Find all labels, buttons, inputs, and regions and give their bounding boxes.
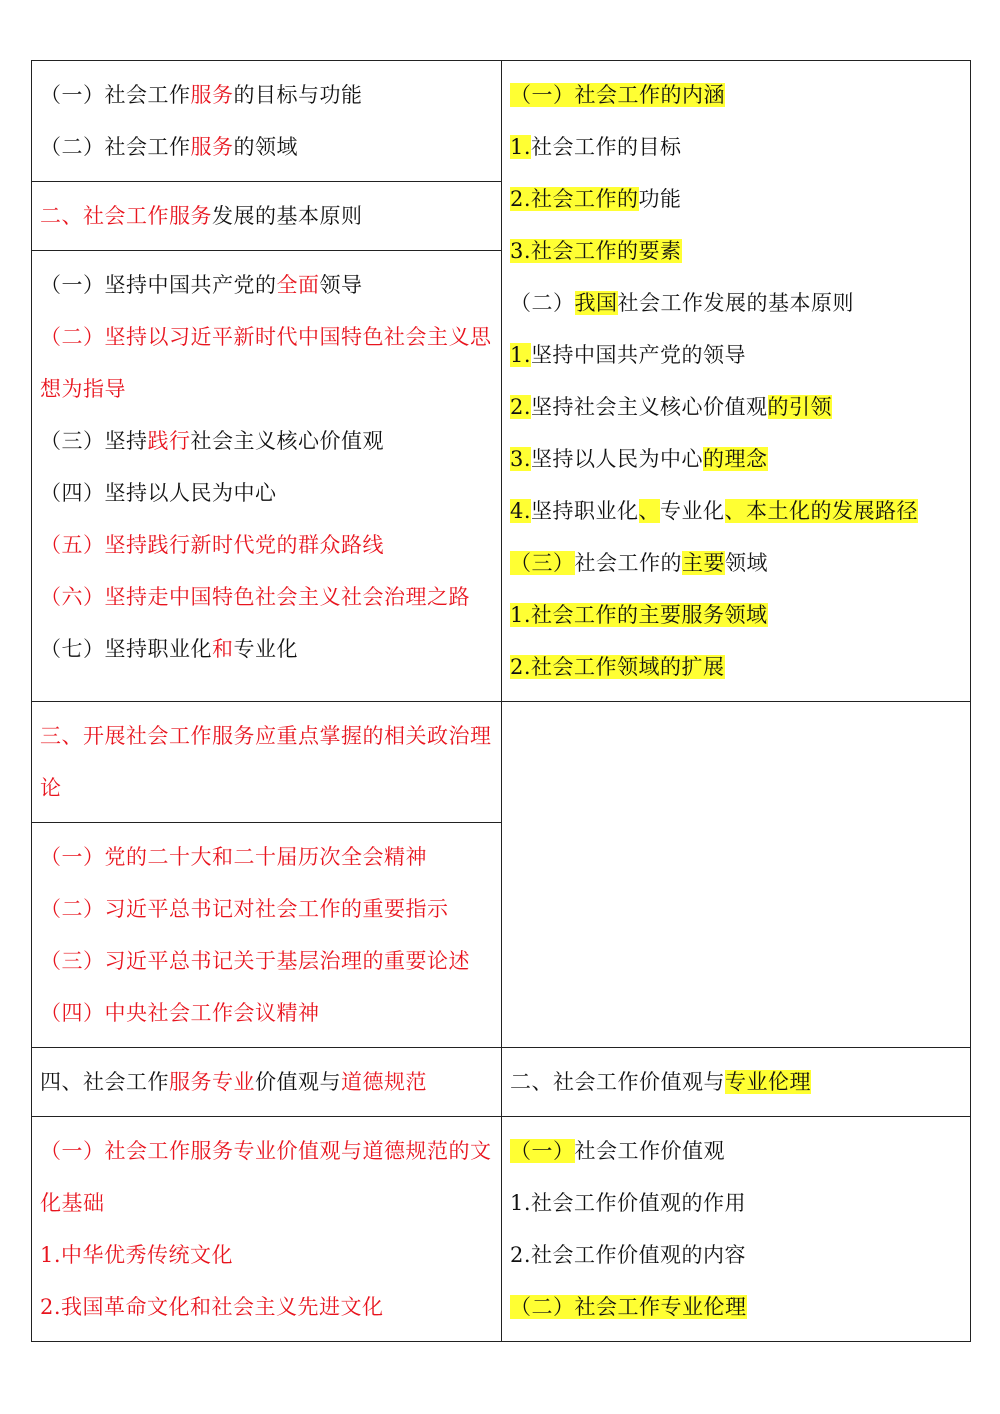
outline-line: [40, 1056, 493, 1108]
text-segment: 服务: [190, 83, 234, 107]
text-segment: （一）: [510, 1139, 575, 1163]
outline-line: [40, 935, 493, 987]
text-segment: 2.社会工作的: [510, 187, 639, 211]
outline-line: [510, 1281, 962, 1333]
text-segment: 社会工作的: [574, 551, 682, 575]
text-segment: 四、社会工作: [40, 1070, 169, 1094]
text-segment: （二）社会工作: [40, 135, 191, 159]
text-segment: 专业化: [660, 499, 725, 523]
text-segment: 价值观与: [255, 1070, 341, 1094]
text-segment: （七）坚持职业化: [40, 637, 212, 661]
text-segment: 坚持以人民为中心: [531, 447, 704, 471]
text-segment: 1.中华优秀传统文化: [40, 1243, 234, 1267]
table-row: [32, 1117, 971, 1342]
text-segment: 4.: [510, 499, 532, 523]
text-segment: 3.: [510, 447, 532, 471]
left-cell: [32, 702, 502, 823]
text-segment: （一）坚持中国共产党的: [40, 273, 277, 297]
table-row: [32, 61, 971, 182]
outline-line: [40, 623, 493, 675]
outline-comparison-table: [31, 60, 971, 1342]
text-segment: 服务: [169, 204, 212, 228]
outline-line: [510, 1177, 962, 1229]
outline-line: [510, 173, 962, 225]
text-segment: 功能: [638, 187, 682, 211]
text-segment: 坚持中国共产党的领导: [531, 343, 747, 367]
text-segment: 道德规范: [341, 1070, 427, 1094]
outline-line: [510, 225, 962, 277]
text-segment: 2.社会工作领域的扩展: [510, 655, 725, 679]
text-segment: 我国: [574, 291, 618, 315]
text-segment: 、本土化的发展路径: [724, 499, 919, 523]
text-segment: （三）习近平总书记关于基层治理的重要论述: [40, 949, 470, 973]
outline-line: [510, 329, 962, 381]
text-segment: 社会工作的目标: [531, 135, 682, 159]
text-segment: 的理念: [703, 447, 768, 471]
text-segment: （一）社会工作服务专业价值观与道德规范的文化基础: [40, 1139, 492, 1215]
text-segment: 2.社会工作价值观的内容: [510, 1243, 747, 1267]
text-segment: 1.社会工作价值观的作用: [510, 1191, 747, 1215]
text-segment: 服务: [190, 135, 234, 159]
text-segment: 二、社会工作: [40, 204, 169, 228]
text-segment: 3.社会工作的要素: [510, 239, 682, 263]
text-segment: （一）党的二十大和二十届历次全会精神: [40, 845, 427, 869]
outline-line: [40, 831, 493, 883]
text-segment: （二）社会工作专业伦理: [510, 1295, 747, 1319]
right-merged-cell: [502, 61, 971, 702]
outline-line: [510, 433, 962, 485]
text-segment: 社会工作价值观: [574, 1139, 725, 1163]
text-segment: （四）中央社会工作会议精神: [40, 1001, 320, 1025]
text-segment: 的目标与功能: [233, 83, 363, 107]
text-segment: （四）坚持以人民为中心: [40, 481, 277, 505]
outline-line: [40, 415, 493, 467]
outline-line: [510, 589, 962, 641]
text-segment: （一）社会工作: [40, 83, 191, 107]
text-segment: 坚持社会主义核心价值观: [531, 395, 768, 419]
text-segment: （五）坚持践行新时代党的群众路线: [40, 533, 384, 557]
outline-line: [510, 69, 962, 121]
left-cell: [32, 823, 502, 1048]
outline-line: [40, 1281, 493, 1333]
outline-line: [40, 190, 493, 242]
text-segment: （六）坚持走中国特色社会主义社会治理之路: [40, 585, 470, 609]
outline-line: [510, 485, 962, 537]
outline-line: [510, 121, 962, 173]
text-segment: 2.我国革命文化和社会主义先进文化: [40, 1295, 384, 1319]
text-segment: 领域: [725, 551, 768, 575]
right-cell: [502, 1048, 971, 1117]
left-cell: [32, 1048, 502, 1117]
text-segment: 三、开展社会工作服务应重点掌握的相关政治理论: [40, 724, 492, 800]
text-segment: （三）坚持: [40, 429, 148, 453]
text-segment: 坚持职业化: [531, 499, 639, 523]
right-empty-cell: [502, 702, 971, 1048]
outline-line: [40, 987, 493, 1039]
left-cell: [32, 61, 502, 182]
outline-line: [40, 710, 493, 814]
outline-line: [40, 311, 493, 415]
text-segment: 1.社会工作的主要服务领域: [510, 603, 768, 627]
outline-line: [40, 69, 493, 121]
text-segment: （二）习近平总书记对社会工作的重要指示: [40, 897, 449, 921]
text-segment: 的领域: [233, 135, 298, 159]
text-segment: 发展的基本原则: [212, 204, 363, 228]
text-segment: （二）坚持以习近平新时代中国特色社会主义思想为指导: [40, 325, 492, 401]
text-segment: 和: [212, 637, 234, 661]
left-cell: [32, 1117, 502, 1342]
text-segment: 专业伦理: [725, 1070, 811, 1094]
text-segment: 专业化: [233, 637, 298, 661]
text-segment: 领导: [319, 273, 363, 297]
text-segment: 践行: [147, 429, 191, 453]
text-segment: （二）: [510, 291, 575, 315]
outline-line: [40, 571, 493, 623]
text-segment: 2.: [510, 395, 532, 419]
outline-line: [40, 883, 493, 935]
right-cell: [502, 1117, 971, 1342]
outline-line: [40, 121, 493, 173]
text-segment: （三）: [510, 551, 575, 575]
text-segment: （一）社会工作的内涵: [510, 83, 725, 107]
left-cell: [32, 251, 502, 702]
left-cell: [32, 182, 502, 251]
outline-line: [40, 1229, 493, 1281]
text-segment: 服务专业: [169, 1070, 255, 1094]
outline-line: [510, 1125, 962, 1177]
outline-line: [40, 1125, 493, 1229]
text-segment: 1.: [510, 135, 532, 159]
table-row: [32, 702, 971, 823]
outline-line: [40, 259, 493, 311]
text-segment: 1.: [510, 343, 532, 367]
text-segment: 主要: [682, 551, 725, 575]
text-segment: 的引领: [767, 395, 833, 419]
text-segment: 、: [638, 499, 661, 523]
outline-line: [40, 467, 493, 519]
outline-line: [510, 641, 962, 693]
outline-line: [510, 381, 962, 433]
outline-line: [510, 1229, 962, 1281]
outline-line: [510, 1056, 962, 1108]
table-row: [32, 1048, 971, 1117]
text-segment: 全面: [276, 273, 320, 297]
text-segment: 二、社会工作价值观与: [510, 1070, 725, 1094]
outline-line: [510, 277, 962, 329]
text-segment: 社会工作发展的基本原则: [617, 291, 854, 315]
text-segment: 社会主义核心价值观: [190, 429, 384, 453]
outline-line: [40, 519, 493, 571]
outline-line: [510, 537, 962, 589]
